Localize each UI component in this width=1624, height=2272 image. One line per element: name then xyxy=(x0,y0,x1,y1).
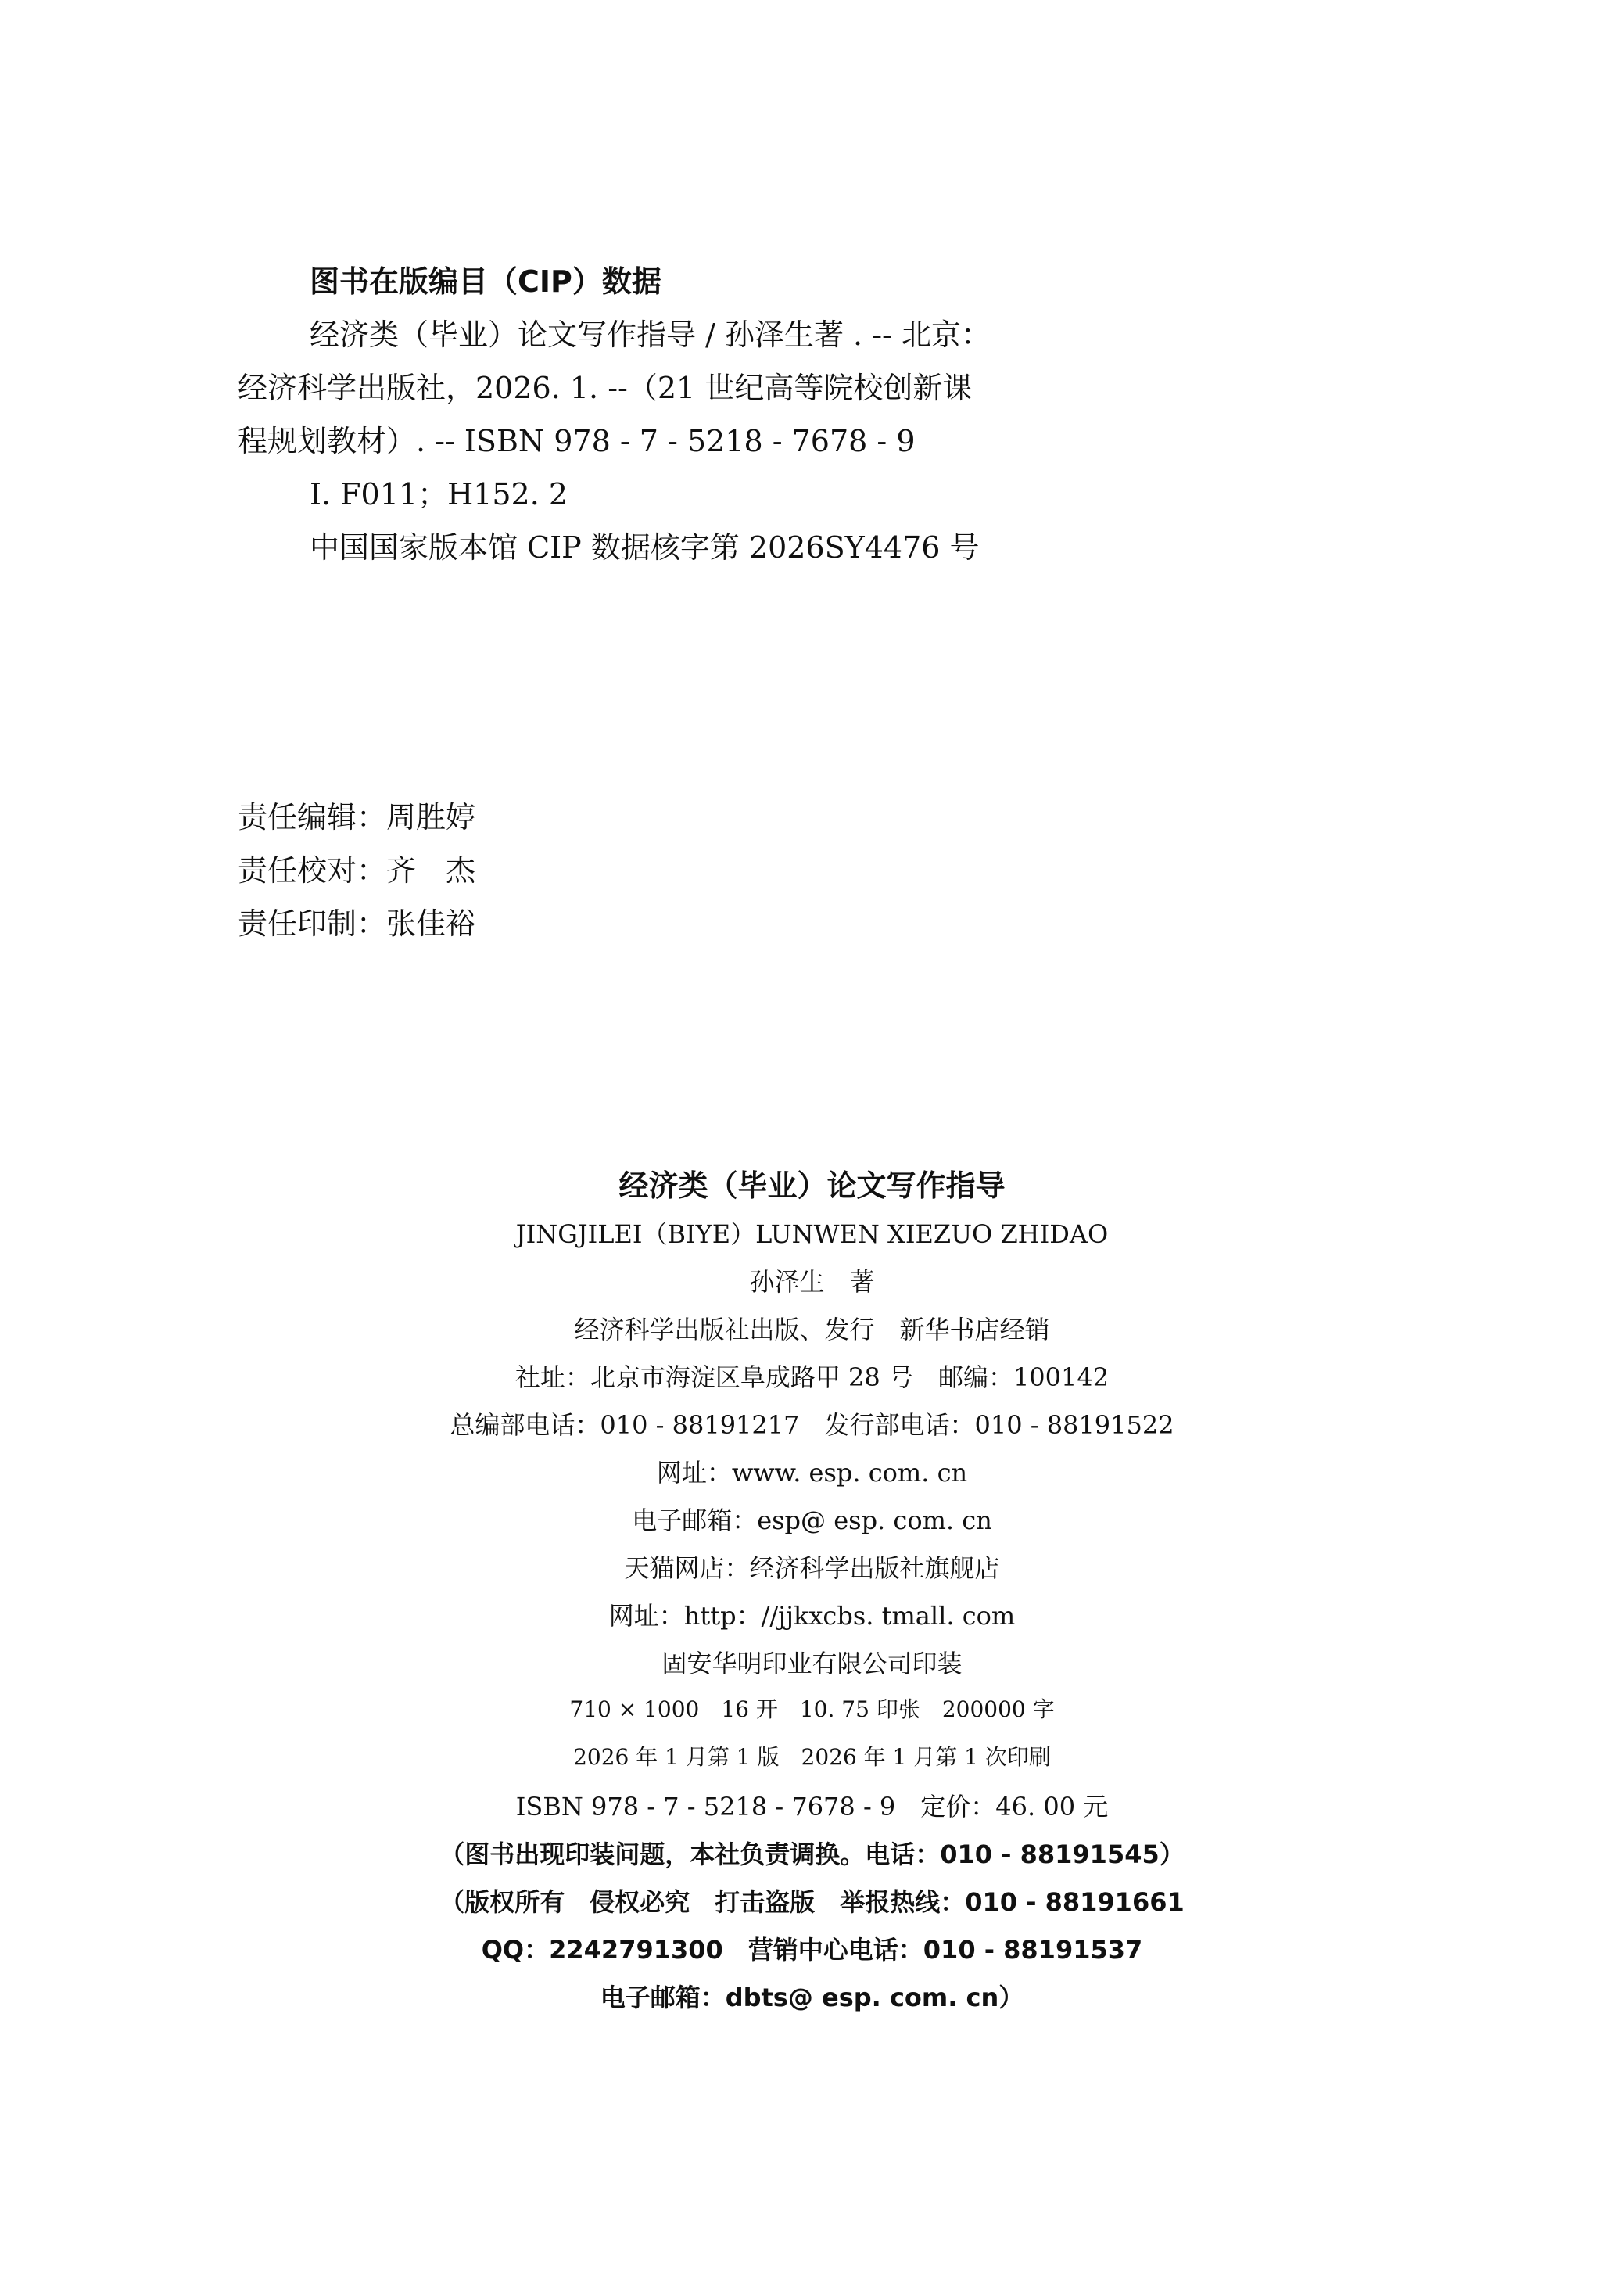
publisher-website: 网址：www. esp. com. cn xyxy=(656,1458,968,1488)
colophon xyxy=(0,1165,1624,2028)
book-title-pinyin: JINGJILEI（BIYE）LUNWEN XIEZUO ZHIDAO xyxy=(515,1219,1109,1249)
publisher-address: 社址：北京市海淀区阜成路甲 28 号 邮编：100142 xyxy=(514,1362,1110,1392)
copyright-notice: （版权所有 侵权必究 打击盗版 举报热线：010 - 88191661 xyxy=(439,1887,1185,1917)
cip-isbn-line: 程规划教材）. -- ISBN 978 - 7 - 5218 - 7678 - 9 xyxy=(238,424,916,458)
publisher-phones: 总编部电话：010 - 88191217 发行部电话：010 - 88191522 xyxy=(450,1410,1174,1440)
responsible-printing: 责任印制：张佳裕 xyxy=(238,906,476,941)
contact-qq-marketing: QQ：2242791300 营销中心电话：010 - 88191537 xyxy=(481,1935,1143,1965)
cip-classification-line: Ⅰ. F011；H152. 2 xyxy=(310,477,568,511)
staff-credits xyxy=(238,798,475,943)
publisher-email: 电子邮箱：esp@ esp. com. cn xyxy=(632,1506,992,1535)
edition-info: 2026 年 1 月第 1 版 2026 年 1 月第 1 次印刷 xyxy=(573,1744,1051,1770)
cip-title-line: 经济类（毕业）论文写作指导 / 孙泽生著 . -- 北京： xyxy=(310,318,991,352)
isbn-price: ISBN 978 - 7 - 5218 - 7678 - 9 定价：46. 00 元 xyxy=(515,1792,1109,1822)
printer: 固安华明印业有限公司印装 xyxy=(661,1649,963,1678)
contact-email: 电子邮箱：dbts@ esp. com. cn） xyxy=(600,1983,1024,2012)
print-defect-notice: （图书出现印装问题，本社负责调换。电话：010 - 88191545） xyxy=(439,1839,1185,1869)
responsible-editor: 责任编辑：周胜婷 xyxy=(238,800,476,835)
tmall-url: 网址：http：//jjkxcbs. tmall. com xyxy=(608,1601,1016,1631)
cip-heading: 图书在版编目（CIP）数据 xyxy=(310,264,661,299)
cip-publisher-line: 经济科学出版社，2026. 1. --（21 世纪高等院校创新课 xyxy=(238,371,973,405)
publisher-distribution: 经济科学出版社出版、发行 新华书店经销 xyxy=(574,1315,1050,1344)
author: 孙泽生 著 xyxy=(749,1267,875,1297)
book-specs: 710 × 1000 16 开 10. 75 印张 200000 字 xyxy=(569,1696,1055,1722)
responsible-proofreader: 责任校对：齐 杰 xyxy=(238,853,476,888)
tmall-store: 天猫网店：经济科学出版社旗舰店 xyxy=(624,1553,1000,1583)
cip-record-number-line: 中国国家版本馆 CIP 数据核字第 2026SY4476 号 xyxy=(310,530,980,565)
book-title: 经济类（毕业）论文写作指导 xyxy=(618,1168,1006,1203)
cip-data-block xyxy=(238,262,1145,567)
